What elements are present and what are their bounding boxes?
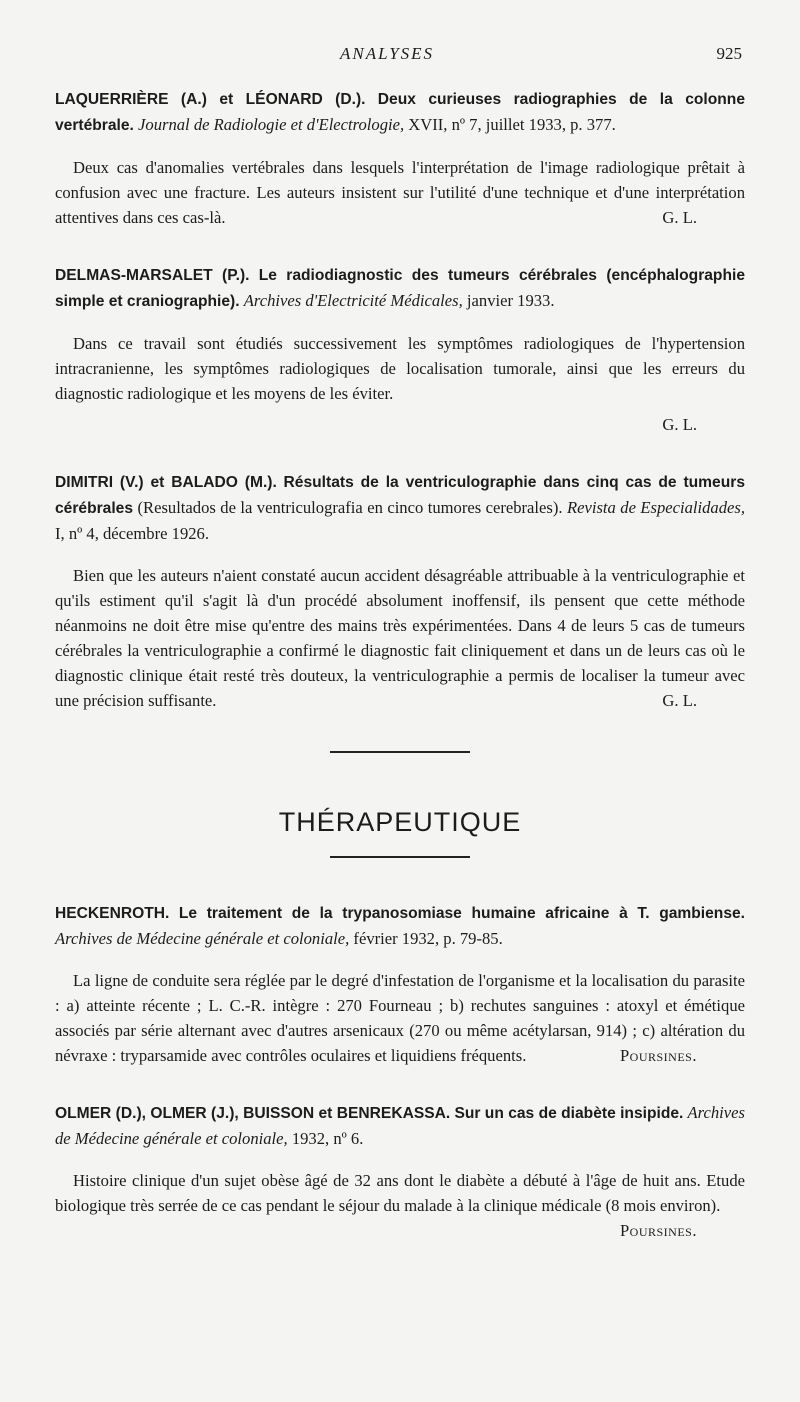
article-details: février 1932, p. 79-85. xyxy=(353,929,503,948)
article-journal: Revista de Especialidades, xyxy=(566,498,745,517)
page-number: 925 xyxy=(716,44,742,63)
reference-laquerriere xyxy=(55,86,745,138)
article-title: Le traitement de la trypanosomiase humaine africaine à T. gambiense. xyxy=(178,905,746,922)
article-journal: Journal de Radiologie et d'Electrologie, xyxy=(138,115,405,134)
abstract-delmas-marsalet xyxy=(55,331,745,406)
article-details: I, nº 4, décembre 1926. xyxy=(55,524,209,543)
reference-heckenroth xyxy=(55,900,745,951)
article-title: Résultats de la ventriculographie dans cinq cas de tumeurs cérébrales xyxy=(55,474,745,517)
abstract-text: La ligne de conduite sera réglée par le degré d'infestation de l'organisme et la localisation du parasite : a) atteinte récente ; L. C.-R. intègre : 270 Fourneau ; b) rechutes sanguines : atoxyl et émétique associés par série alternant avec d'autres arsenicaux (270 ou même acétylarsan, 914) ; c) altération du névraxe : tryparsamide avec contrôles oculaires et liquidiens fréquents. xyxy=(55,971,745,1065)
article-details: XVII, nº 7, juillet 1933, p. 377. xyxy=(408,115,616,134)
article-authors: LAQUERRIÈRE (A.) et LÉONARD (D.). xyxy=(55,91,366,108)
article-details: 1932, nº 6. xyxy=(291,1129,364,1148)
article-details: janvier 1933. xyxy=(466,291,555,310)
article-journal: Archives d'Electricité Médicales, xyxy=(243,291,463,310)
article-authors: DIMITRI (V.) et BALADO (M.). xyxy=(55,474,277,491)
signature: G. L. xyxy=(662,415,697,434)
article-column xyxy=(55,86,745,1250)
article-subtitle: (Resultados de la ventriculografia en cinco tumores cerebrales). xyxy=(137,498,563,517)
article-title: Le radiodiagnostic des tumeurs cérébrales (encéphalographie simple et craniographie). xyxy=(55,267,745,310)
section-rule-top xyxy=(330,751,470,753)
abstract-text: Deux cas d'anomalies vertébrales dans lesquels l'interprétation de l'image radiologique prêtait à confusion avec une fracture. Les auteurs insistent sur l'utilité d'une technique et d'une interprétation attentives dans ces cas-là. xyxy=(55,158,745,227)
reference-olmer xyxy=(55,1100,745,1151)
abstract-text: Bien que les auteurs n'aient constaté aucun accident désagréable attribuable à la ventriculographie et qu'ils estiment qu'il s'agit là d'un procédé absolument inoffensif, ils pensent que cette méthode néanmoins ne doit être mise qu'entre des mains très expérimentées. Dans 4 de leurs 5 cas de tumeurs cérébrales la ventriculographie a confirmé le diagnostic fait cliniquement et dans un de leurs cas où le diagnostic clinique était resté très douteux, la ventriculographie a permis de localiser la tumeur avec une précision suffisante. xyxy=(55,566,745,710)
article-authors: OLMER (D.), OLMER (J.), BUISSON et BENREKASSA. xyxy=(55,1105,451,1122)
article-authors: HECKENROTH. xyxy=(55,905,170,922)
signature-block xyxy=(55,412,697,437)
article-title: Sur un cas de diabète insipide. xyxy=(454,1105,684,1122)
article-journal: Archives de Médecine générale et coloniale, xyxy=(55,929,350,948)
signature: G. L. xyxy=(662,208,697,227)
abstract-text: Dans ce travail sont étudiés successivement les symptômes radiologiques de l'hypertension intracranienne, les symptômes radiologiques de localisation tumorale, ainsi que les erreurs du diagnostic radiologique et les moyens de les éviter. xyxy=(55,334,745,403)
article-title: Deux curieuses radiographies de la colonne vertébrale. xyxy=(55,91,745,134)
signature: Poursines. xyxy=(619,1221,697,1240)
abstract-olmer xyxy=(55,1168,745,1240)
reference-dimitri-balado xyxy=(55,469,745,546)
running-head-title: ANALYSES xyxy=(340,44,435,63)
running-head xyxy=(0,44,800,70)
signature: Poursines. xyxy=(619,1046,697,1065)
abstract-heckenroth xyxy=(55,968,745,1068)
section-title: THÉRAPEUTIQUE xyxy=(278,807,522,837)
abstract-text: Histoire clinique d'un sujet obèse âgé de 32 ans dont le diabète a débuté à l'âge de huit ans. Etude biologique très serrée de ce cas pendant le séjour du malade à la clinique médicale (8 mois environ). xyxy=(55,1171,745,1215)
abstract-laquerriere xyxy=(55,155,745,230)
section-rule-bottom xyxy=(330,856,470,858)
article-authors: DELMAS-MARSALET (P.). xyxy=(55,267,250,284)
signature: G. L. xyxy=(662,691,697,710)
reference-delmas-marsalet xyxy=(55,262,745,314)
abstract-dimitri-balado xyxy=(55,563,745,713)
article-journal: Archives de Médecine générale et coloniale, xyxy=(55,1103,745,1148)
